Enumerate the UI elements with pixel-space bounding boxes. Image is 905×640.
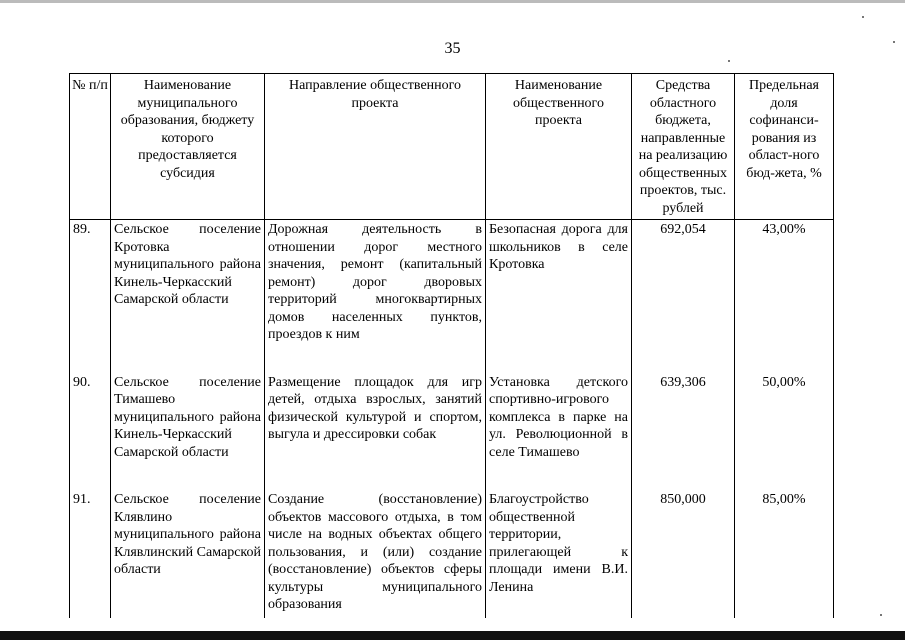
row-number: 90.	[70, 372, 111, 490]
table-row	[70, 220, 834, 372]
table-header-row	[70, 74, 834, 220]
header-direction: Направление общественного проекта	[265, 74, 486, 220]
share-cell: 50,00%	[735, 372, 834, 490]
scan-speck	[862, 16, 864, 18]
scan-speck	[880, 614, 882, 616]
municipality-cell: Сельское поселение Клявлино муниципального района Клявлинский Самарской области	[111, 489, 265, 618]
header-project-name: Наименование общественного проекта	[486, 74, 632, 220]
project-cell: Благоустройство общественной территории, прилегающей к площади имени В.И. Ленина	[486, 489, 632, 618]
share-cell: 85,00%	[735, 489, 834, 618]
municipality-cell: Сельское поселение Кротовка муниципального района Кинель-Черкасский Самарской области	[111, 220, 265, 372]
direction-cell: Дорожная деятельность в отношении дорог местного значения, ремонт (капитальный ремонт) дорог дворовых территорий многоквартирных домов населенных пунктов, проездов к ним	[265, 220, 486, 372]
subsidy-table	[69, 73, 834, 618]
header-municipality: Наименование муниципального образования, бюджету которого предоставляется субсидия	[111, 74, 265, 220]
row-number: 89.	[70, 220, 111, 372]
funds-cell: 850,000	[632, 489, 735, 618]
funds-cell: 692,054	[632, 220, 735, 372]
table-row	[70, 372, 834, 490]
header-number: № п/п	[70, 74, 111, 220]
share-cell: 43,00%	[735, 220, 834, 372]
project-cell: Установка детского спортивно-игрового комплекса в парке на ул. Революционной в селе Тимашево	[486, 372, 632, 490]
municipality-cell: Сельское поселение Тимашево муниципального района Кинель-Черкасский Самарской области	[111, 372, 265, 490]
direction-cell: Создание (восстановление) объектов массового отдыха, в том числе на водных объектах общего пользования, и (или) создание (восстановление) объектов сферы культуры муниципального образования	[265, 489, 486, 618]
project-cell: Безопасная дорога для школьников в селе Кротовка	[486, 220, 632, 372]
scan-bottom-edge	[0, 631, 905, 640]
funds-cell: 639,306	[632, 372, 735, 490]
scan-top-edge	[0, 0, 905, 3]
table-row	[70, 489, 834, 618]
header-funds: Средства областного бюджета, направленные на реализацию общественных проектов, тыс. рублей	[632, 74, 735, 220]
page-number: 35	[444, 40, 461, 57]
header-share: Предельная доля софинанси-рования из област-ного бюд-жета, %	[735, 74, 834, 220]
row-number: 91.	[70, 489, 111, 618]
direction-cell: Размещение площадок для игр детей, отдыха взрослых, занятий физической культурой и спортом, выгула и дрессировки собак	[265, 372, 486, 490]
scan-speck	[728, 60, 730, 62]
